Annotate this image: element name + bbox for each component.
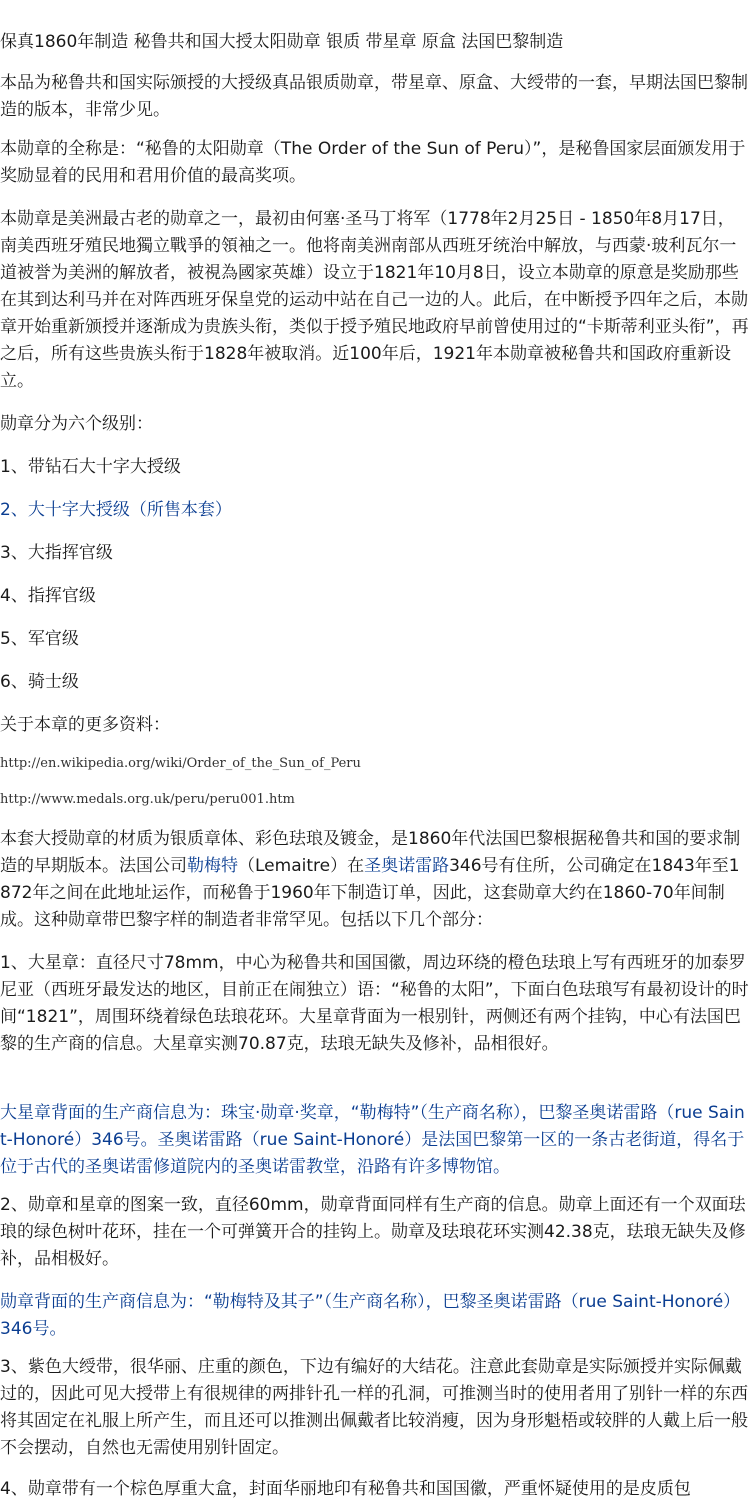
level-item: 4、指挥官级: [0, 586, 96, 606]
medals-url[interactable]: http://www.medals.org.uk/peru/peru001.htm: [0, 792, 295, 807]
material-text-1: 本套大授勋章的材质为银质章体、彩色珐琅及镀金，是1860年代法国巴黎根据秘鲁共和国的要求制造的早期版本。法国公司: [0, 829, 741, 876]
level-item: 1、带钻石大十字大授级: [0, 457, 181, 477]
more-info-heading: 关于本章的更多资料：: [0, 715, 170, 735]
wikipedia-url[interactable]: http://en.wikipedia.org/wiki/Order_of_the_Sun_of_Peru: [0, 756, 361, 771]
intro-paragraph: 本品为秘鲁共和国实际颁授的大授级真品银质勋章，带星章、原盒、大绶带的一套，早期法国巴黎制造的版本，非常少见。: [0, 73, 748, 120]
material-paragraph: [0, 826, 750, 934]
star-paragraph: 1、大星章：直径尺寸78mm，中心为秘鲁共和国国徽，周边环绕的橙色珐琅上写有西班牙的加泰罗尼亚（西班牙最发达的地区，目前正在闹独立）语：“秘鲁的太阳”，下面白色珐琅写有最初设计的时间“1821”，周围环绕着绿色珐琅花环。大星章背面为一根别针，两侧还有两个挂钩，中心有法国巴黎的生产商的信息。大星章实测70.87克，珐琅无缺失及修补，品相很好。: [0, 953, 749, 1054]
lemaitre-link[interactable]: 勒梅特: [187, 856, 238, 876]
badge-maker-paragraph: 勋章背面的生产商信息为：“勒梅特及其子”（生产商名称），巴黎圣奥诺雷路（rue Saint-Honoré）346号。: [0, 1292, 741, 1339]
material-text-3: 346号有住所，公司确定在1843年至1872年之间在此地址运作，而秘鲁于1960年下制造订单，因此，这套勋章大约在1860-70年间制成。这种勋章带巴黎字样的制造者非常罕见。包括以下几个部分：: [0, 856, 740, 930]
level-item: 5、军官级: [0, 629, 79, 649]
badge-paragraph: 2、勋章和星章的图案一致，直径60mm，勋章背面同样有生产商的信息。勋章上面还有一个双面珐琅的绿色树叶花环，挂在一个可弹簧开合的挂钩上。勋章及珐琅花环实测42.38克，珐琅无缺失及修补，品相极好。: [0, 1195, 746, 1269]
level-item-highlighted: 2、大十字大授级（所售本套）: [0, 500, 232, 520]
box-paragraph: 4、勋章带有一个棕色厚重大盒，封面华丽地印有秘鲁共和国国徽，严重怀疑使用的是皮质包: [0, 1479, 691, 1499]
level-item: 3、大指挥官级: [0, 543, 113, 563]
fullname-paragraph: 本勋章的全称是：“秘鲁的太阳勋章（The Order of the Sun of Peru）”，是秘鲁国家层面颁发用于奖励显着的民用和君用价值的最高奖项。: [0, 139, 746, 186]
levels-heading: 勋章分为六个级别：: [0, 414, 153, 434]
history-paragraph: 本勋章是美洲最古老的勋章之一，最初由何塞·圣马丁将军（1778年2月25日 - 1850年8月17日，南美西班牙殖民地獨立戰爭的領袖之一。他将南美洲南部从西班牙统治中解放，与西蒙·玻利瓦尔一道被誉为美洲的解放者，被視為國家英雄）设立于1821年10月8日，设立本勋章的原意是奖励那些在其到达利马并在对阵西班牙保皇党的运动中站在自己一边的人。此后，在中断授予四年之后，本勋章开始重新颁授并逐渐成为贵族头衔，类似于授予殖民地政府早前曾使用过的“卡斯蒂利亚头衔”，再之后，所有这些贵族头衔于1828年被取消。近100年后，1921年本勋章被秘鲁共和国政府重新设立。: [0, 209, 749, 391]
level-item: 6、骑士级: [0, 672, 79, 692]
star-maker-paragraph: 大星章背面的生产商信息为：珠宝·勋章·奖章，“勒梅特”（生产商名称），巴黎圣奥诺雷路（rue Saint-Honoré）346号。圣奥诺雷路（rue Saint-Honoré）是法国巴黎第一区的一条古老街道，得名于位于古代的圣奥诺雷修道院内的圣奥诺雷教堂，沿路有许多博物馆。: [0, 1103, 745, 1177]
material-text-2: （Lemaitre）在: [238, 856, 365, 876]
rue-saint-honore-link[interactable]: 圣奥诺雷路: [364, 856, 450, 876]
sash-paragraph: 3、紫色大绶带，很华丽、庄重的颜色，下边有编好的大结花。注意此套勋章是实际颁授并实际佩戴过的，因此可见大授带上有很规律的两排针孔一样的孔洞，可推测当时的使用者用了别针一样的东西将其固定在礼服上所产生，而且还可以推测出佩戴者比较消瘦，因为身形魁梧或较胖的人戴上后一般不会摆动，自然也无需使用别针固定。: [0, 1357, 748, 1458]
page-title: 保真1860年制造 秘鲁共和国大授太阳勋章 银质 带星章 原盒 法国巴黎制造: [0, 32, 564, 52]
